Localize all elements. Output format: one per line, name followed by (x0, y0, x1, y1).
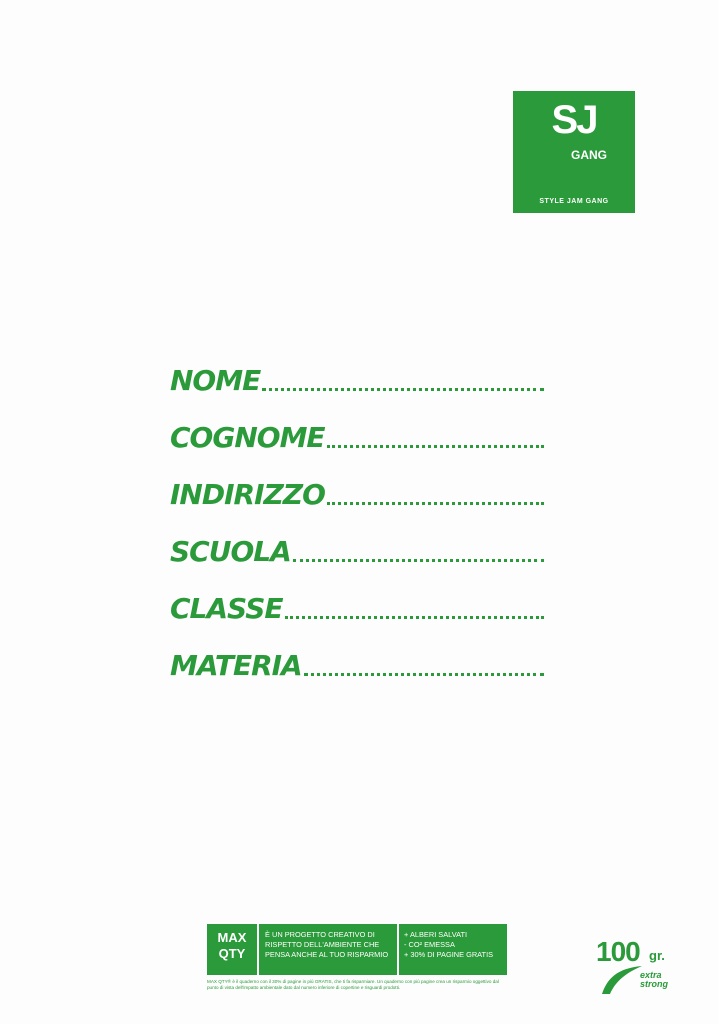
benefit-item: - CO² EMESSA (404, 939, 455, 949)
weight-tagline (640, 971, 668, 990)
form-label: COGNOME (170, 421, 325, 454)
form-row-scuola (170, 509, 550, 566)
dotted-line (262, 388, 544, 391)
dotted-line (285, 616, 544, 619)
logo-sub: GANG (571, 148, 607, 162)
dotted-line (293, 559, 544, 562)
footer-note: MAX QTY® è il quaderno con il 30% di pagine in più GRATIS, che ti fa risparmiare. Un quaderno con più pagine crea un risparmio oggettivo dal punto di vista dell'impatto ambientale dato dal numero inferiore di copertine e risguardi prodotti. (207, 979, 499, 991)
dotted-line (327, 445, 544, 448)
project-description: È UN PROGETTO CREATIVO DI RISPETTO DELL'AMBIENTE CHE PENSA ANCHE AL TUO RISPARMIO (259, 924, 397, 975)
maxqty-line2: QTY (218, 946, 246, 962)
form-label: INDIRIZZO (170, 478, 325, 511)
form-label: NOME (170, 364, 261, 397)
form-row-classe (170, 566, 550, 623)
label-form (170, 338, 550, 680)
paper-weight-badge (596, 938, 682, 1000)
form-row-cognome (170, 395, 550, 452)
weight-tagline-line2: strong (640, 979, 668, 990)
dotted-line (327, 502, 544, 505)
maxqty-line1: MAX (217, 930, 247, 945)
dotted-line (304, 673, 544, 676)
swoosh-icon (600, 962, 644, 996)
form-label: MATERIA (170, 649, 302, 682)
form-row-indirizzo (170, 452, 550, 509)
logo-tagline: STYLE JAM GANG (539, 198, 609, 205)
form-label: SCUOLA (170, 535, 291, 568)
form-row-nome (170, 338, 550, 395)
form-label: CLASSE (170, 592, 283, 625)
benefit-item: + ALBERI SALVATI (404, 930, 468, 939)
weight-tagline-line1: extra (640, 970, 662, 980)
benefit-item: + 30% DI PAGINE GRATIS (404, 949, 494, 959)
weight-number: 100 (596, 936, 640, 967)
maxqty-logo (207, 924, 257, 975)
logo-mark: SJ (551, 98, 597, 142)
form-row-materia (170, 623, 550, 680)
brand-logo (513, 91, 635, 213)
maxqty-footer (207, 924, 507, 996)
benefits-list (399, 924, 507, 975)
weight-unit: gr. (649, 948, 665, 963)
